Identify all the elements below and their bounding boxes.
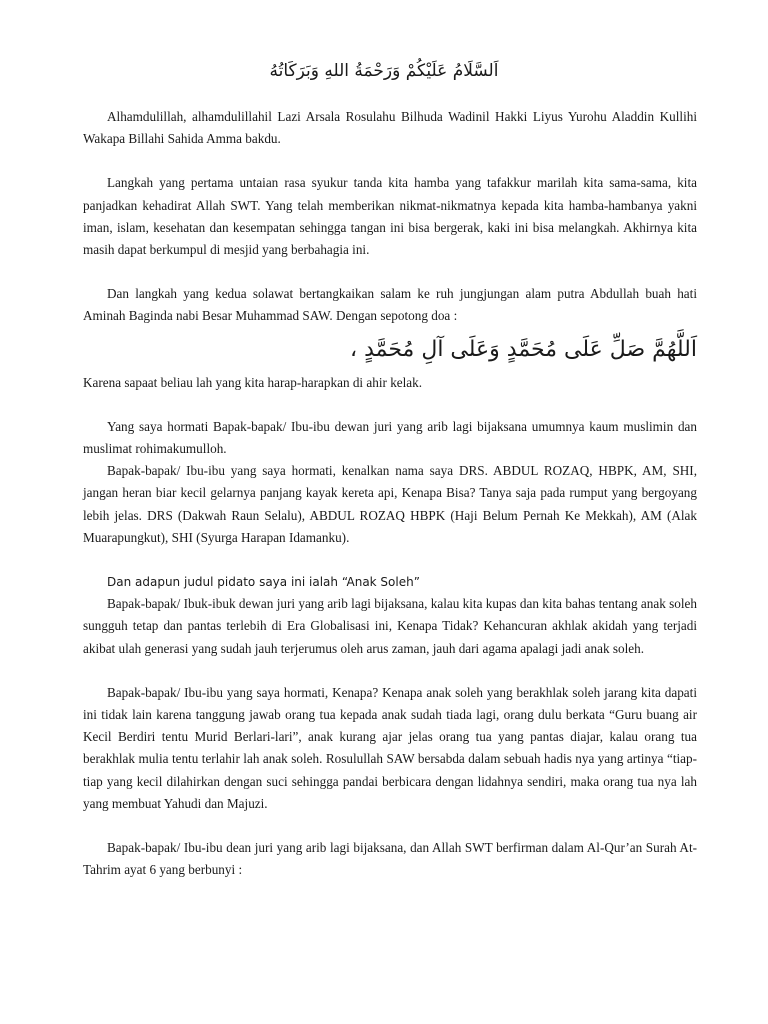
paragraph-quran: Bapak-bapak/ Ibu-ibu dean juri yang arib lagi bijaksana, dan Allah SWT berfirman dalam Al-Qur’an Surah At-Tahrim ayat 6 yang berbunyi : [83, 840, 697, 878]
paragraph-gratitude: Langkah yang pertama untaian rasa syukur tanda kita hamba yang tafakkur marilah kita sama-sama, kita panjadkan kehadirat Allah SWT. Yang telah memberikan nikmat-nikmatnya kepada kita hamba-hambanya yakni iman, islam, kesehatan dan kesempatan sehingga tangan ini bisa bergerak, kaki ini bisa melangkah. Akhirnya kita masih dapat berkumpul di mesjid yang berbahagia ini. [83, 175, 697, 258]
arabic-greeting: اَلسَّلَامُ عَلَيْكُمْ وَرَحْمَةُ اللهِ وَبَرَكَاتُهُ [269, 61, 499, 81]
arabic-prayer: اَللَّهُمَّ صَلِّ عَلَى مُحَمَّدٍ وَعَلَى آلِ مُحَمَّدٍ ، [350, 336, 697, 362]
paragraph-salawat: Dan langkah yang kedua solawat bertangkaikan salam ke ruh jungjungan alam putra Abdullah buah hati Aminah Baginda nabi Besar Muhammad SAW. Dengan sepotong doa : [83, 286, 697, 324]
paragraph-opening: Alhamdulillah, alhamdulillahil Lazi Arsala Rosulahu Bilhuda Wadinil Hakki Liyus Yurohu Aladdin Kullihi Wakapa Billahi Sahida Amma bakdu. [83, 109, 697, 147]
paragraph-intercession: Karena sapaat beliau lah yang kita harap-harapkan di ahir kelak. [83, 374, 423, 390]
paragraph-introduction: Bapak-bapak/ Ibu-ibu yang saya hormati, kenalkan nama saya DRS. ABDUL ROZAQ, HBPK, AM, SHI, jangan heran biar kecil gelarnya panjang kayak kereta api, Kenapa Bisa? Tanya saja pada rumput yang bergoyang lebih jelas. DRS (Dakwah Raun Selalu), ABDUL ROZAQ HBPK (Haji Belum Pernah Ke Mekkah), AM (Alak Muarapungkut), SHI (Syurga Harapan Idamanku). [83, 463, 697, 545]
speech-body [83, 106, 697, 881]
paragraph-anak-soleh: Bapak-bapak/ Ibuk-ibuk dewan juri yang arib lagi bijaksana, kalau kita kupas dan kita bahas tentang anak soleh sungguh tetap dan pantas terlebih di Era Globalisasi ini, Kenapa Tidak? Kehancuran akhlak akidah yang terjadi akibat ulah generasi yang sudah jauh terjerumus oleh arus zaman, jauh dari agama apalagi jadi anak soleh. [83, 596, 697, 656]
paragraph-title-statement: Dan adapun judul pidato saya ini ialah “Anak Soleh” [107, 575, 420, 590]
paragraph-why: Bapak-bapak/ Ibu-ibu yang saya hormati, Kenapa? Kenapa anak soleh yang berakhlak soleh jarang kita dapati ini tidak lain karena tanggung jawab orang tua kepada anak sudah tiada lagi, orang dulu berkata “Guru buang air Kecil Berdiri tentu Murid Berlari-lari”, anak kurang ajar jelas orang tua yang pantas diajar, kalau orang tua berakhlak mulia tentu terlahir lah anak soleh. Rosulullah SAW bersabda dalam sebuah hadis nya yang artinya “tiap-tiap yang kecil dilahirkan dengan suci sehingga pandai berbicara dengan lidahnya sendiri, maka orang tua nya lah yang membuat Yahudi dan Majuzi. [83, 684, 697, 811]
paragraph-respect: Yang saya hormati Bapak-bapak/ Ibu-ibu dewan juri yang arib lagi bijaksana umumnya kaum muslimin dan muslimat rohimakumulloh. [83, 418, 697, 457]
